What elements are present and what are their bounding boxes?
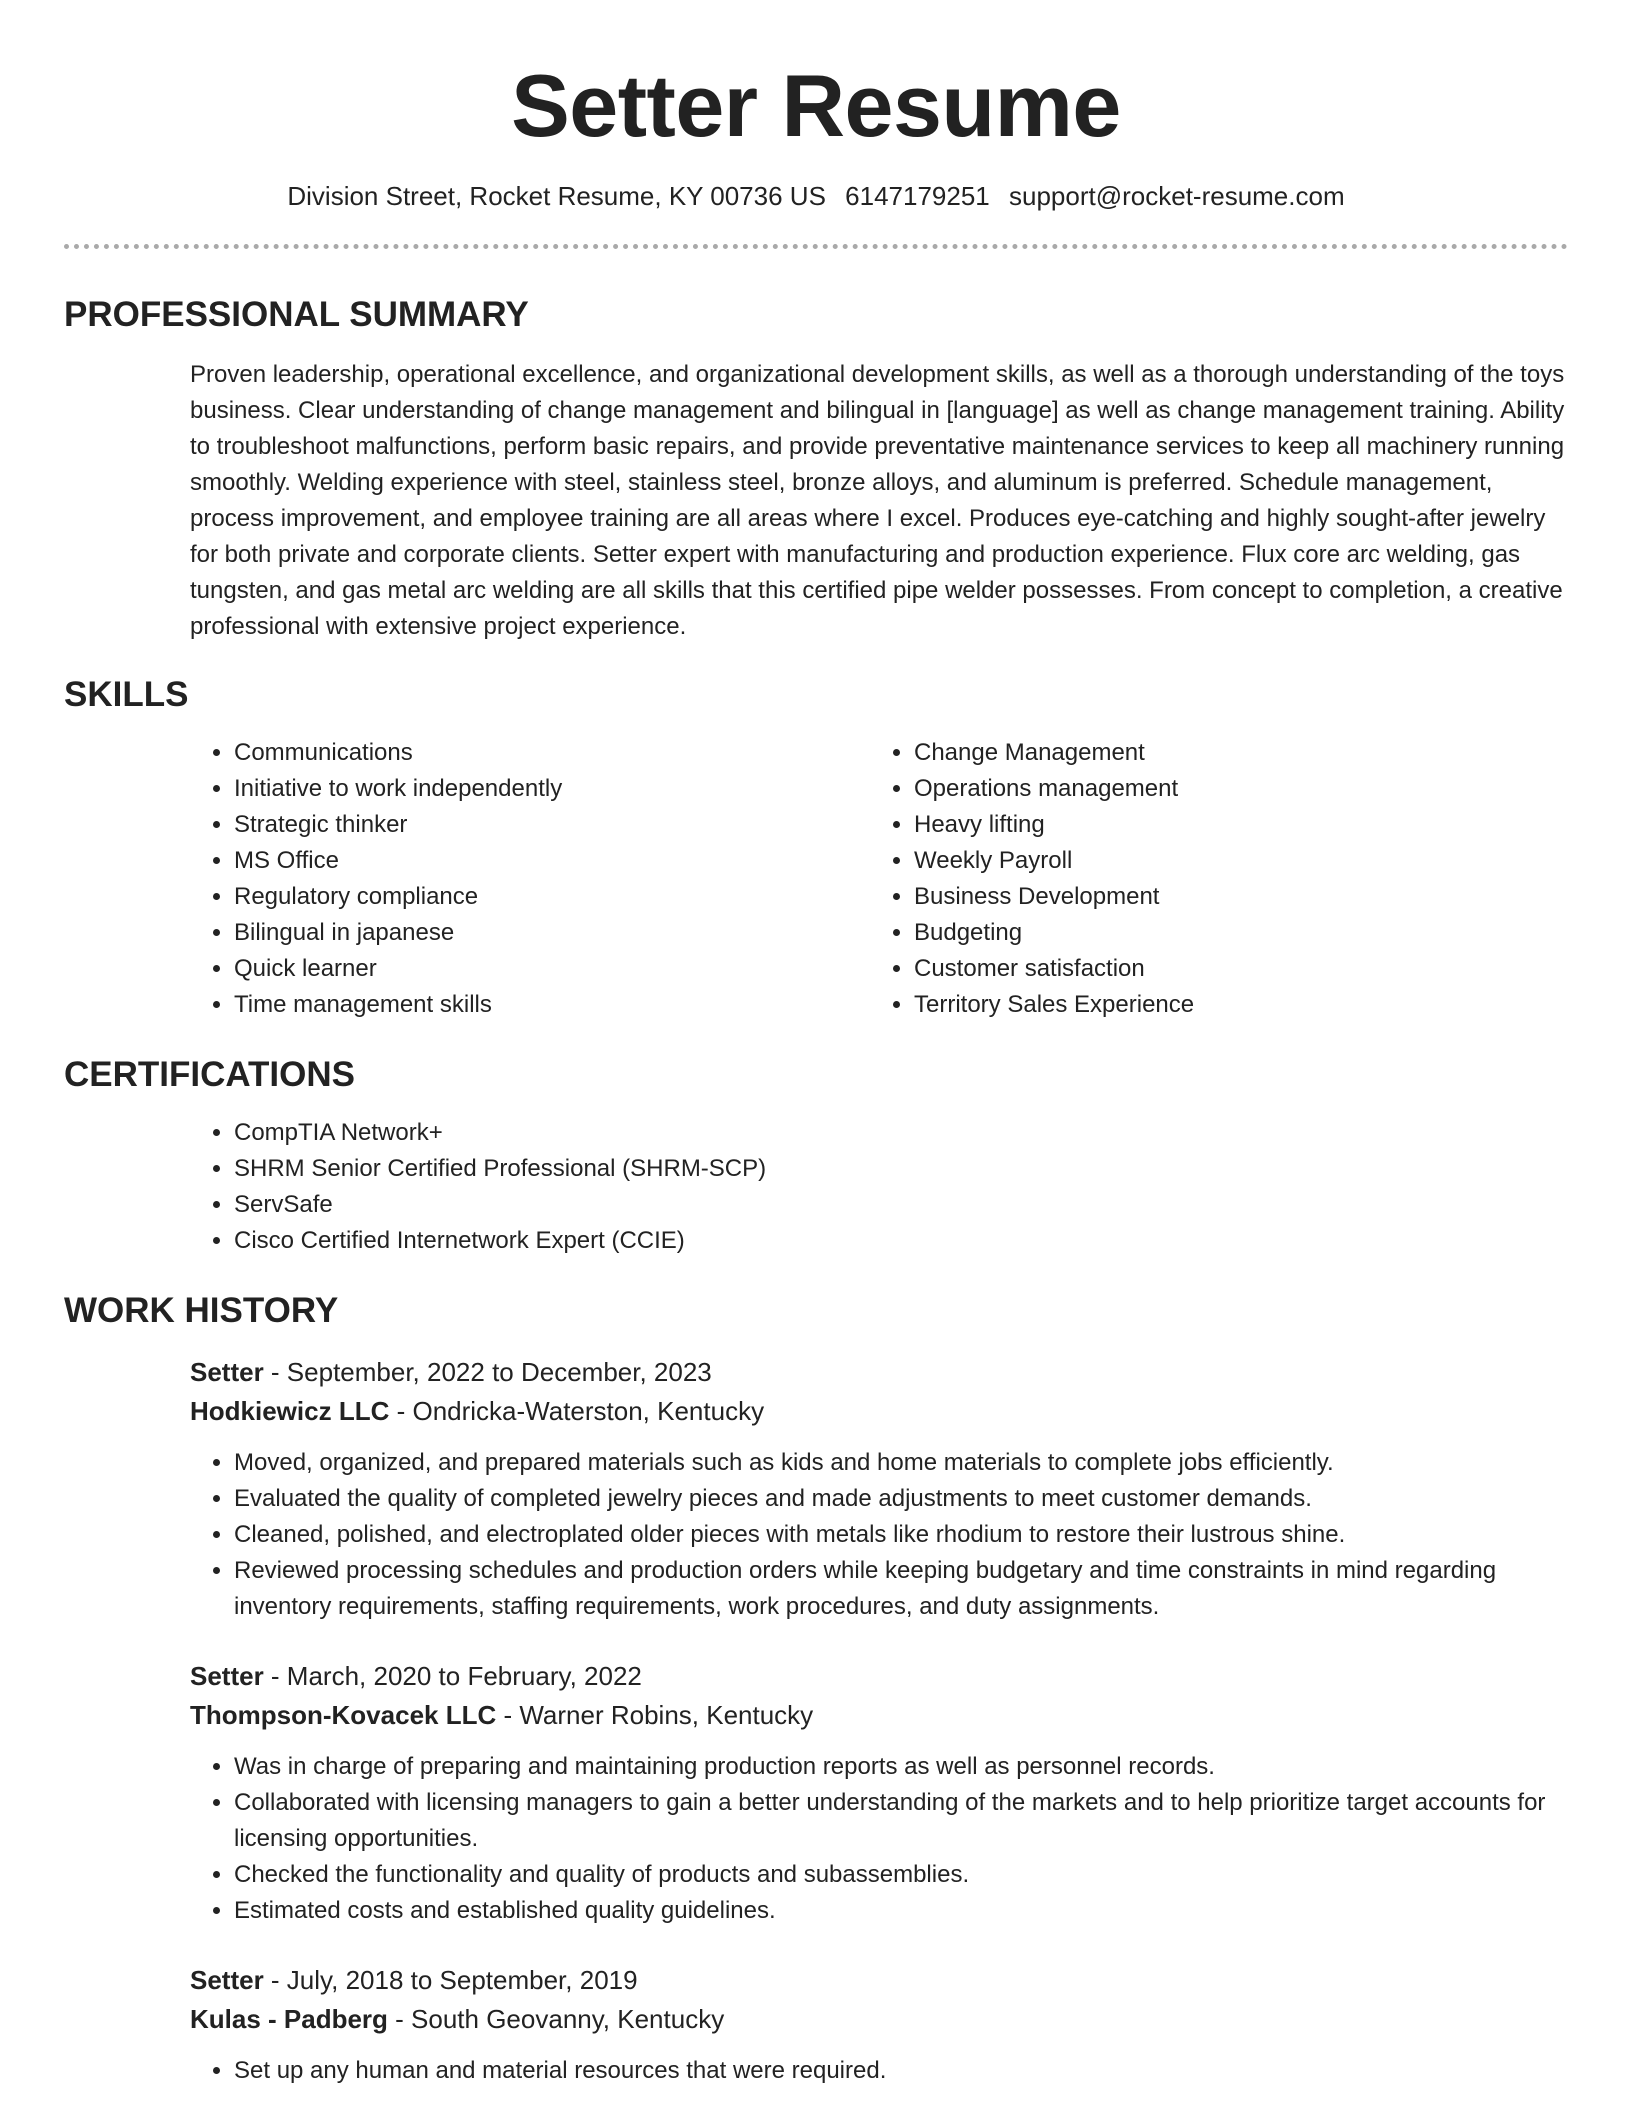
job-bullet: • Reviewed processing schedules and production orders while keeping budgetary and time constraints in mind regarding inventory requirements, staffing requirements, work procedures, and duty assignments. [234, 1553, 1568, 1625]
job-location: - Ondricka-Waterston, Kentucky [389, 1396, 765, 1426]
job-bullet: • Set up any human and material resources that were required. [234, 2053, 1568, 2089]
email-text: support@rocket-resume.com [1009, 181, 1345, 211]
job-bullets [190, 2053, 1568, 2089]
job-bullet: • Collaborated with licensing managers to gain a better understanding of the markets and to help prioritize target accounts for licensing opportunities. [234, 1785, 1568, 1857]
skill-item: • Operations management [914, 771, 1550, 807]
certifications-heading: CERTIFICATIONS [64, 1055, 356, 1094]
work-history-heading: WORK HISTORY [64, 1291, 339, 1330]
job-bullet: • Estimated costs and established quality guidelines. [234, 1893, 1568, 1929]
job-bullet: • Cleaned, polished, and electroplated older pieces with metals like rhodium to restore their lustrous shine. [234, 1517, 1568, 1553]
address-text: Division Street, Rocket Resume, KY 00736 US [287, 181, 826, 211]
header-divider [64, 244, 1568, 249]
certification-item: • ServSafe [234, 1187, 1568, 1223]
job-company: Kulas - Padberg [190, 2004, 388, 2034]
summary-heading: PROFESSIONAL SUMMARY [64, 295, 529, 334]
contact-line [64, 180, 1568, 212]
job-dates: - September, 2022 to December, 2023 [263, 1357, 712, 1387]
skill-item: • Communications [234, 735, 870, 771]
job-role-line [190, 1961, 1568, 2000]
skill-item: • Regulatory compliance [234, 879, 870, 915]
skill-item: • Territory Sales Experience [914, 987, 1550, 1023]
job-company-line [190, 1696, 1568, 1735]
certifications-list [190, 1115, 1568, 1259]
phone-text: 6147179251 [845, 181, 990, 211]
job-role: Setter [190, 1965, 264, 1995]
job-company: Hodkiewicz LLC [190, 1396, 390, 1426]
skill-item: • Weekly Payroll [914, 843, 1550, 879]
skills-grid [190, 735, 1568, 1023]
skills-column-right [870, 735, 1550, 1023]
job-dates: - July, 2018 to September, 2019 [263, 1965, 638, 1995]
job-location: - South Geovanny, Kentucky [387, 2004, 725, 2034]
job-company-line [190, 2000, 1568, 2039]
resume-page [64, 0, 1568, 2089]
job-company: Thompson-Kovacek LLC [190, 1700, 497, 1730]
certification-item: • SHRM Senior Certified Professional (SHRM-SCP) [234, 1151, 1568, 1187]
skills-list-right [870, 735, 1550, 1023]
skill-item: • Bilingual in japanese [234, 915, 870, 951]
job-entry [190, 1353, 1568, 1625]
work-history-section [190, 1353, 1568, 2089]
summary-section [190, 357, 1568, 645]
skill-item: • Customer satisfaction [914, 951, 1550, 987]
job-bullet: • Evaluated the quality of completed jewelry pieces and made adjustments to meet customer demands. [234, 1481, 1568, 1517]
job-bullets [190, 1749, 1568, 1929]
job-bullet: • Was in charge of preparing and maintaining production reports as well as personnel records. [234, 1749, 1568, 1785]
skills-heading: SKILLS [64, 675, 189, 714]
job-role: Setter [190, 1357, 264, 1387]
job-bullets [190, 1445, 1568, 1625]
skill-item: • Change Management [914, 735, 1550, 771]
job-company-line [190, 1392, 1568, 1431]
certifications-section [190, 1115, 1568, 1259]
certification-item: • Cisco Certified Internetwork Expert (CCIE) [234, 1223, 1568, 1259]
job-bullet: • Moved, organized, and prepared materials such as kids and home materials to complete jobs efficiently. [234, 1445, 1568, 1481]
skills-column-left [190, 735, 870, 1023]
job-bullet: • Checked the functionality and quality of products and subassemblies. [234, 1857, 1568, 1893]
skill-item: • Business Development [914, 879, 1550, 915]
job-entry [190, 1657, 1568, 1929]
skill-item: • Heavy lifting [914, 807, 1550, 843]
skills-list-left [190, 735, 870, 1023]
job-location: - Warner Robins, Kentucky [496, 1700, 814, 1730]
summary-paragraph: Proven leadership, operational excellence, and organizational development skills, as well as a thorough understanding of the toys business. Clear understanding of change management and bilingual in [language] as well as change management training. Ability to troubleshoot malfunctions, perform basic repairs, and provide preventative maintenance services to keep all machinery running smoothly. Welding experience with steel, stainless steel, bronze alloys, and aluminum is preferred. Schedule management, process improvement, and employee training are all areas where I excel. Produces eye-catching and highly sought-after jewelry for both private and corporate clients. Setter expert with manufacturing and production experience. Flux core arc welding, gas tungsten, and gas metal arc welding are all skills that this certified pipe welder possesses. From concept to completion, a creative professional with extensive project experience. [190, 361, 1565, 640]
skill-item: • Time management skills [234, 987, 870, 1023]
job-dates: - March, 2020 to February, 2022 [263, 1661, 642, 1691]
job-entry [190, 1961, 1568, 2089]
skill-item: • Budgeting [914, 915, 1550, 951]
skill-item: • Quick learner [234, 951, 870, 987]
skill-item: • MS Office [234, 843, 870, 879]
resume-title: Setter Resume [511, 56, 1121, 155]
job-role: Setter [190, 1661, 264, 1691]
skill-item: • Strategic thinker [234, 807, 870, 843]
job-role-line [190, 1353, 1568, 1392]
certification-item: • CompTIA Network+ [234, 1115, 1568, 1151]
job-role-line [190, 1657, 1568, 1696]
skill-item: • Initiative to work independently [234, 771, 870, 807]
